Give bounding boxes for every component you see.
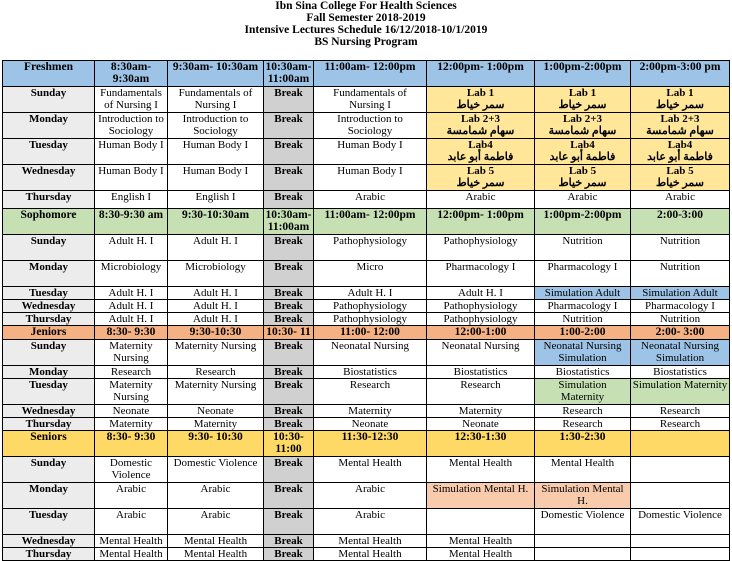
lab-cell [427,87,535,113]
course-cell: Introduction to Sociology [95,113,168,139]
time-slot-header: 1:00-2:00 [535,326,631,340]
course-cell: Human Body I [95,165,168,191]
lab-title: Lab 1 [466,87,495,99]
empty-cell [535,535,631,548]
break-cell: Break [264,379,314,405]
course-cell: Pharmacology I [535,261,631,287]
course-cell: Adult H. I [168,235,264,261]
course-cell: Simulation Adult [535,287,631,300]
lab-cell [535,113,631,139]
course-cell: Domestic Violence [535,509,631,535]
time-slot-header: 11:30-12:30 [314,431,427,457]
break-cell: Break [264,165,314,191]
course-cell: Fundamentals of Nursing I [95,87,168,113]
group-header-row [3,326,730,340]
time-slot-header [631,431,730,457]
break-cell: Break [264,509,314,535]
course-cell: Adult H. I [168,313,264,326]
lab-instructor: سمر خياط [558,99,607,111]
time-slot-header: 12:00pm- 1:00pm [427,209,535,235]
day-label: Thursday [3,313,95,326]
course-cell: Adult H. I [95,287,168,300]
course-cell: Mental Health [427,535,535,548]
lab-cell [535,139,631,165]
course-cell: Research [631,418,730,431]
lab-cell [631,139,730,165]
lab-title: Lab 1 [666,87,694,99]
course-cell: Neonatal Nursing Simulation [631,340,730,366]
lab-instructor: سمر خياط [655,177,705,189]
day-row [3,261,730,287]
day-row [3,113,730,139]
course-cell: Adult H. I [95,235,168,261]
document-header [0,0,732,48]
college-title: Ibn Sina College For Health Sciences [275,0,457,12]
break-cell: Break [264,483,314,509]
break-cell: Break [264,235,314,261]
course-cell: Biostatistics [535,366,631,379]
break-cell: Break [264,418,314,431]
course-cell: Arabic [168,483,264,509]
course-cell: Nutrition [631,313,730,326]
time-slot-header: 12:30-1:30 [427,431,535,457]
course-cell: Pathophysiology [427,235,535,261]
time-slot-header: 10:30am-11:00am [265,61,312,85]
lab-title: Lab4 [667,139,693,151]
break-cell: Break [264,366,314,379]
day-row [3,87,730,113]
day-label: Thursday [3,191,95,209]
course-cell: Microbiology [95,261,168,287]
time-slot-header: 11:00am- 12:00pm [314,61,427,87]
time-slot-header: 12:00-1:00 [427,326,535,340]
time-slot-header: 11:00- 12:00 [314,326,427,340]
group-header-row [3,209,730,235]
course-cell: Mental Health [427,548,535,561]
group-header-row [3,431,730,457]
time-slot-header: 1:00pm-2:00pm [535,209,631,235]
course-cell: Pharmacology I [535,300,631,313]
lab-cell [427,139,535,165]
course-cell: Research [314,379,427,405]
lab-cell [631,87,730,113]
course-cell: Biostatistics [427,366,535,379]
break-cell: Break [264,139,314,165]
course-cell: Pathophysiology [427,300,535,313]
lab-instructor: سمر خياط [456,177,505,189]
course-cell: Mental Health [427,457,535,483]
course-cell: English I [95,191,168,209]
day-row [3,139,730,165]
time-slot-header: 10:30- 11 [264,326,314,340]
course-cell: Adult H. I [95,313,168,326]
time-slot-header: 2:00- 3:00 [631,326,730,340]
break-cell: Break [264,313,314,326]
day-row [3,483,730,509]
course-cell: Nutrition [631,235,730,261]
course-cell: Simulation Maternity [535,379,631,405]
empty-cell [631,457,730,483]
lab-title: Lab 2+3 [461,113,500,125]
course-cell: Neonate [314,418,427,431]
course-cell: Adult H. I [427,287,535,300]
lab-title: Lab 5 [466,165,495,177]
course-cell: Simulation Maternity [631,379,730,405]
empty-cell [427,509,535,535]
time-slot-header: 9:30am- 10:30am [168,61,264,87]
day-label: Monday [3,483,95,509]
day-label: Thursday [3,548,95,561]
day-label: Wednesday [3,300,95,313]
time-slot-header: 11:00am- 12:00pm [314,209,427,235]
time-slot-header: 9:30- 10:30 [168,431,264,457]
day-row [3,366,730,379]
course-cell: Arabic [314,191,427,209]
break-cell: Break [264,457,314,483]
lab-instructor: فاطمة أبو عابد [447,151,514,163]
course-cell: Pathophysiology [314,300,427,313]
break-cell: Break [264,87,314,113]
lab-cell [631,165,730,191]
course-cell: Pharmacology I [631,300,730,313]
course-cell: Simulation Mental H. [427,483,535,509]
course-cell: Research [631,405,730,418]
lab-title: Lab4 [468,139,493,151]
lab-cell [427,165,535,191]
course-cell: Mental Health [535,457,631,483]
course-cell: Arabic [314,509,427,535]
course-cell: Introduction to Sociology [314,113,427,139]
lab-title: Lab4 [570,139,595,151]
day-label: Tuesday [3,509,95,535]
lab-instructor: سهام شمامسة [646,125,714,137]
day-row [3,457,730,483]
course-cell: Neonatal Nursing [427,340,535,366]
course-cell: Fundamentals of Nursing I [314,87,427,113]
time-slot-header: 8:30am-9:30am [95,61,168,87]
course-cell: Human Body I [314,139,427,165]
lab-title: Lab 2+3 [660,113,700,125]
course-cell: Pathophysiology [314,313,427,326]
course-cell: Mental Health [314,535,427,548]
day-label: Monday [3,366,95,379]
time-slot-header: 10:30am-11:00am [265,209,312,233]
day-label: Tuesday [3,287,95,300]
empty-cell [631,483,730,509]
lab-title: Lab 1 [568,87,597,99]
time-slot-header: 12:00pm- 1:00pm [427,61,535,87]
course-cell: Biostatistics [314,366,427,379]
day-label: Sunday [3,87,95,113]
course-cell: Domestic Violence [95,457,168,483]
lab-instructor: فاطمة أبو عابد [647,151,713,163]
day-label: Thursday [3,418,95,431]
course-cell: Human Body I [314,165,427,191]
day-row [3,300,730,313]
course-cell: Research [427,379,535,405]
time-slot-header: 2:00-3:00 [631,209,730,235]
course-cell: Maternity [427,405,535,418]
semester-title: Fall Semester 2018-2019 [306,12,426,24]
group-name: Sophomore [3,209,95,235]
day-label: Monday [3,261,95,287]
time-slot-header: 2:00pm-3:00 pm [631,61,730,87]
course-cell: Introduction to Sociology [168,113,264,139]
program-title: BS Nursing Program [314,36,418,48]
day-row [3,191,730,209]
break-cell: Break [264,113,314,139]
course-cell: Neonatal Nursing Simulation [535,340,631,366]
course-cell: Research [535,418,631,431]
break-cell: Break [264,287,314,300]
group-name: Freshmen [3,61,95,87]
course-cell: Nutrition [535,235,631,261]
lab-instructor: سمر خياط [456,99,505,111]
lab-instructor: سهام شمامسة [548,125,617,137]
course-cell: Human Body I [95,139,168,165]
day-label: Tuesday [3,379,95,405]
course-cell: Domestic Violence [168,457,264,483]
course-cell: Arabic [95,509,168,535]
day-row [3,548,730,561]
lab-title: Lab 5 [568,165,597,177]
course-cell: Nutrition [535,313,631,326]
group-header-row [3,61,730,87]
course-cell: Maternity Nursing [168,340,264,366]
course-cell: Adult H. I [168,287,264,300]
day-label: Sunday [3,457,95,483]
time-slot-header: 9:30-10:30 [168,326,264,340]
break-cell: Break [264,535,314,548]
course-cell: Pathophysiology [427,313,535,326]
lab-title: Lab 5 [666,165,694,177]
day-row [3,235,730,261]
day-label: Monday [3,113,95,139]
course-cell: Maternity Nursing [168,379,264,405]
course-cell: Simulation Adult [631,287,730,300]
course-cell: Mental Health [168,535,264,548]
time-slot-header: 9:30-10:30am [168,209,264,235]
day-row [3,418,730,431]
lab-instructor: سمر خياط [558,177,607,189]
course-cell: Research [168,366,264,379]
time-slot-header: 10:30-11:00 [264,431,314,457]
empty-cell [535,548,631,561]
course-cell: Neonate [168,405,264,418]
course-cell: Pharmacology I [427,261,535,287]
day-label: Tuesday [3,139,95,165]
course-cell: Research [535,405,631,418]
day-label: Sunday [3,340,95,366]
course-cell: Human Body I [168,139,264,165]
course-cell: English I [168,191,264,209]
course-cell: Mental Health [168,548,264,561]
course-cell: Domestic Violence [631,509,730,535]
course-cell: Micro [314,261,427,287]
day-label: Wednesday [3,535,95,548]
lab-instructor: سمر خياط [655,99,705,111]
course-cell: Mental Health [314,548,427,561]
course-cell: Arabic [95,483,168,509]
lab-instructor: سهام شمامسة [446,125,515,137]
course-cell: Arabic [168,509,264,535]
course-cell: Maternity [168,418,264,431]
day-row [3,287,730,300]
course-cell: Arabic [631,191,730,209]
day-label: Sunday [3,235,95,261]
course-cell: Microbiology [168,261,264,287]
course-cell: Arabic [535,191,631,209]
course-cell: Mental Health [95,548,168,561]
course-cell: Mental Health [314,457,427,483]
course-cell: Pathophysiology [314,235,427,261]
course-cell: Neonatal Nursing [314,340,427,366]
schedule-title: Intensive Lectures Schedule 16/12/2018-10/1/2019 [244,24,488,36]
empty-cell [631,535,730,548]
day-label: Wednesday [3,165,95,191]
day-row [3,509,730,535]
course-cell: Fundamentals of Nursing I [168,87,264,113]
break-cell: Break [264,191,314,209]
day-row [3,313,730,326]
course-cell: Adult H. I [314,287,427,300]
break-cell: Break [264,405,314,418]
course-cell: Biostatistics [631,366,730,379]
lab-cell [535,87,631,113]
course-cell: Simulation Mental H. [535,483,631,509]
course-cell: Maternity [95,418,168,431]
day-row [3,379,730,405]
course-cell: Maternity Nursing [95,379,168,405]
lab-cell [427,113,535,139]
course-cell: Human Body I [168,165,264,191]
empty-cell [631,548,730,561]
day-row [3,340,730,366]
lab-cell [631,113,730,139]
lab-instructor: فاطمة أبو عابد [549,151,616,163]
time-slot-header: 8:30- 9:30 [95,431,168,457]
day-row [3,535,730,548]
break-cell: Break [264,300,314,313]
course-cell: Neonate [427,418,535,431]
day-row [3,165,730,191]
course-cell: Arabic [427,191,535,209]
time-slot-header: 1:30-2:30 [535,431,631,457]
course-cell: Adult H. I [168,300,264,313]
course-cell: Maternity Nursing [95,340,168,366]
time-slot-header: 8:30-9:30 am [95,209,168,235]
lab-title: Lab 2+3 [563,113,602,125]
break-cell: Break [264,548,314,561]
course-cell: Adult H. I [95,300,168,313]
group-name: Jeniors [3,326,95,340]
break-cell: Break [264,340,314,366]
course-cell: Research [95,366,168,379]
time-slot-header: 8:30- 9:30 [95,326,168,340]
schedule-table [2,60,730,561]
group-name: Seniors [3,431,95,457]
course-cell: Maternity [314,405,427,418]
course-cell: Neonate [95,405,168,418]
course-cell: Nutrition [631,261,730,287]
course-cell: Mental Health [95,535,168,548]
course-cell: Arabic [314,483,427,509]
break-cell: Break [264,261,314,287]
time-slot-header: 1:00pm-2:00pm [535,61,631,87]
day-row [3,405,730,418]
lab-cell [535,165,631,191]
day-label: Wednesday [3,405,95,418]
